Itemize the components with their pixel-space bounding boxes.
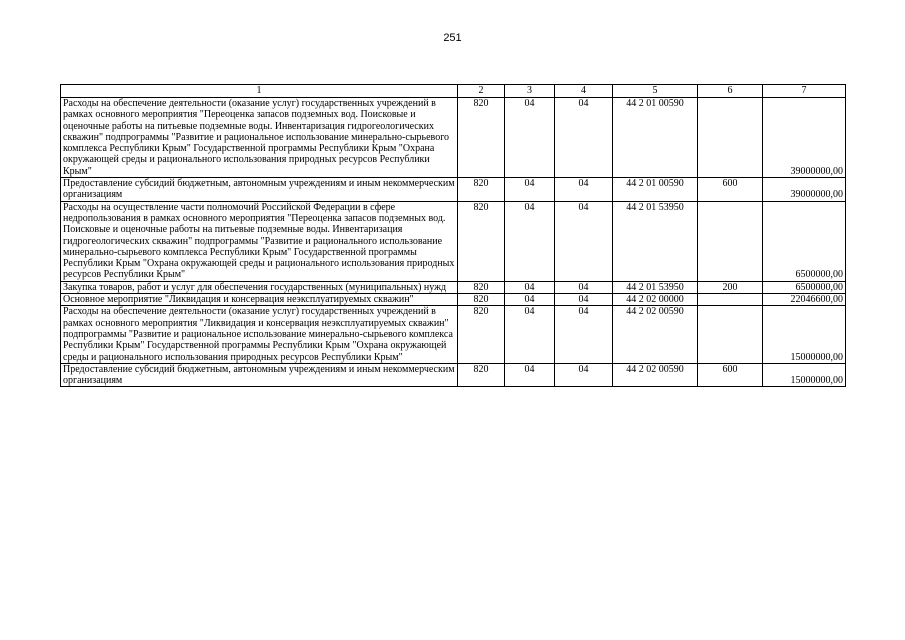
row-code-4: 04 — [555, 201, 613, 281]
row-code-4: 04 — [555, 178, 613, 202]
row-code-4: 04 — [555, 281, 613, 293]
row-code-4: 04 — [555, 363, 613, 387]
row-amount: 6500000,00 — [763, 201, 846, 281]
row-code-3: 04 — [505, 363, 555, 387]
row-code-6 — [698, 201, 763, 281]
row-code-2: 820 — [458, 281, 505, 293]
row-code-2: 820 — [458, 98, 505, 178]
row-amount: 22046600,00 — [763, 294, 846, 306]
table-row — [61, 294, 846, 306]
header-col-4: 4 — [555, 85, 613, 98]
row-amount: 15000000,00 — [763, 306, 846, 363]
row-code-3: 04 — [505, 178, 555, 202]
row-code-2: 820 — [458, 363, 505, 387]
row-amount: 15000000,00 — [763, 363, 846, 387]
row-name: Закупка товаров, работ и услуг для обеспечения государственных (муниципальных) нужд — [61, 281, 458, 293]
budget-table — [60, 84, 846, 387]
row-name: Расходы на обеспечение деятельности (оказание услуг) государственных учреждений в рамках основного мероприятия "Ликвидация и консервация неэксплуатируемых скважин" подпрограммы "Развитие и рациональное использование минерально-сырьевого комплекса Республики Крым" Государственной программы Республики Крым "Охрана окружающей среды и рационального использования природных ресурсов Республики Крым" — [61, 306, 458, 363]
row-code-6 — [698, 98, 763, 178]
header-row — [61, 85, 846, 98]
row-name: Расходы на обеспечение деятельности (оказание услуг) государственных учреждений в рамках основного мероприятия "Переоценка запасов подземных вод. Поисковые и оценочные работы на питьевые подземные воды. Инвентаризация гидрогеологических скважин" подпрограммы "Развитие и рациональное использование минерально-сырьевого комплекса Республики Крым" Государственной программы Республики Крым "Охрана окружающей среды и рационального использования природных ресурсов Республики Крым" — [61, 98, 458, 178]
table-row — [61, 306, 846, 363]
row-code-2: 820 — [458, 306, 505, 363]
table-row — [61, 363, 846, 387]
table-row — [61, 178, 846, 202]
row-name: Расходы на осуществление части полномочий Российской Федерации в сфере недропользования в рамках основного мероприятия "Переоценка запасов подземных вод. Поисковые и оценочные работы на питьевые подземные воды. Инвентаризация гидрогеологических скважин" подпрограммы "Развитие и рационального использование минерально-сырьевого комплекса Республики Крым" Государственной программы Республики Крым "Охрана окружающей среды и рационального использования природных ресурсов Республики Крым" — [61, 201, 458, 281]
row-code-4: 04 — [555, 306, 613, 363]
table-row — [61, 201, 846, 281]
row-code-5: 44 2 01 00590 — [613, 98, 698, 178]
row-code-6 — [698, 306, 763, 363]
row-code-4: 04 — [555, 294, 613, 306]
page-number: 251 — [443, 32, 462, 44]
row-amount: 6500000,00 — [763, 281, 846, 293]
row-amount: 39000000,00 — [763, 178, 846, 202]
row-code-6: 600 — [698, 178, 763, 202]
row-code-5: 44 2 01 53950 — [613, 201, 698, 281]
header-col-3: 3 — [505, 85, 555, 98]
row-code-2: 820 — [458, 178, 505, 202]
row-code-3: 04 — [505, 281, 555, 293]
row-code-2: 820 — [458, 201, 505, 281]
row-code-5: 44 2 02 00590 — [613, 306, 698, 363]
row-name: Основное мероприятие "Ликвидация и консервация неэксплуатируемых скважин" — [61, 294, 458, 306]
row-code-3: 04 — [505, 294, 555, 306]
table-row — [61, 281, 846, 293]
row-code-5: 44 2 01 00590 — [613, 178, 698, 202]
header-col-2: 2 — [458, 85, 505, 98]
header-col-7: 7 — [763, 85, 846, 98]
row-name: Предоставление субсидий бюджетным, автономным учреждениям и иным некоммерческим организациям — [61, 363, 458, 387]
row-code-3: 04 — [505, 201, 555, 281]
header-col-5: 5 — [613, 85, 698, 98]
row-name: Предоставление субсидий бюджетным, автономным учреждениям и иным некоммерческим организациям — [61, 178, 458, 202]
row-code-5: 44 2 02 00590 — [613, 363, 698, 387]
row-amount: 39000000,00 — [763, 98, 846, 178]
header-col-1: 1 — [61, 85, 458, 98]
row-code-2: 820 — [458, 294, 505, 306]
row-code-6 — [698, 294, 763, 306]
row-code-6: 600 — [698, 363, 763, 387]
row-code-3: 04 — [505, 98, 555, 178]
row-code-4: 04 — [555, 98, 613, 178]
table-row — [61, 98, 846, 178]
row-code-5: 44 2 01 53950 — [613, 281, 698, 293]
row-code-5: 44 2 02 00000 — [613, 294, 698, 306]
row-code-6: 200 — [698, 281, 763, 293]
header-col-6: 6 — [698, 85, 763, 98]
row-code-3: 04 — [505, 306, 555, 363]
